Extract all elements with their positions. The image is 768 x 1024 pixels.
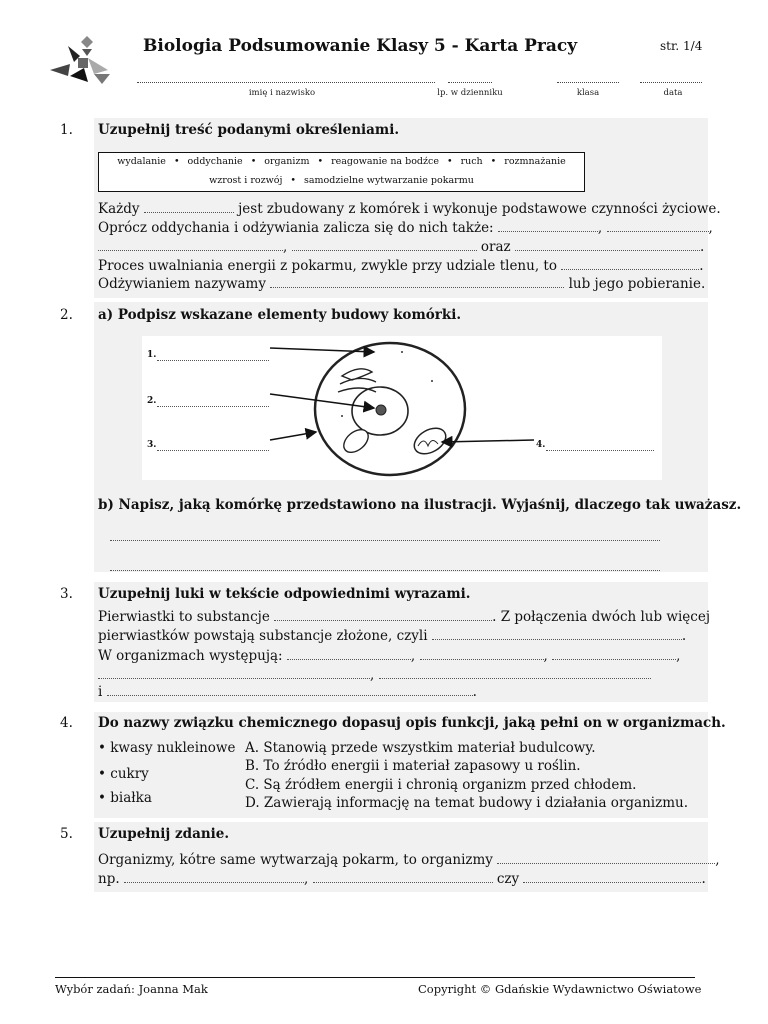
text: . Z połączenia dwóch lub więcej [492, 609, 711, 625]
q1-line-1 [98, 200, 721, 219]
class-field[interactable] [557, 72, 619, 83]
q2-heading-b: b) Napisz, jaką komórkę przedstawiono na ilustracji. Wyjaśnij, dlaczego tak uważasz. [98, 497, 742, 513]
q5-number: 5. [60, 826, 73, 842]
text: Proces uwalniania energii z pokarmu, zwykle przy udziale tlenu, to [98, 258, 557, 274]
word: rozmnażanie [504, 156, 566, 167]
word-bank-row-2 [99, 175, 584, 186]
answer-blank[interactable] [420, 647, 544, 660]
footer-divider [55, 977, 695, 978]
text: np. [98, 871, 120, 887]
text: . [681, 628, 687, 644]
compound-1: • kwasy nukleinowe [98, 740, 236, 756]
answer-blank[interactable] [107, 683, 473, 696]
footer-copyright: Copyright © Gdańskie Wydawnictwo Oświatowe [418, 982, 702, 996]
q1-line-5 [98, 275, 705, 294]
q1-line-4 [98, 257, 704, 276]
word: reagowanie na bodźce [331, 156, 439, 167]
cell-diagram [142, 336, 662, 480]
q3-number: 3. [60, 586, 73, 602]
word: samodzielne wytwarzanie pokarmu [304, 175, 474, 186]
q3-heading: Uzupełnij luki w tekście odpowiednimi wyrazami. [98, 586, 471, 602]
bullet: • [446, 156, 453, 167]
answer-blank[interactable] [552, 647, 676, 660]
text: Każdy [98, 201, 140, 217]
q2b-answer-line-1[interactable] [110, 528, 660, 541]
bullet: • [250, 156, 257, 167]
cell-label-2: 2. [147, 396, 157, 406]
q4-heading: Do nazwy związku chemicznego dopasuj opis funkcji, jaką pełni on w organizmach. [98, 715, 726, 731]
answer-blank[interactable] [432, 627, 682, 640]
answer-blank[interactable] [561, 257, 699, 270]
text: , [708, 220, 713, 236]
word-bank [98, 152, 585, 192]
cell-label-3: 3. [147, 440, 157, 450]
text: . [472, 684, 477, 700]
page-number: str. 1/4 [660, 39, 703, 53]
text: , [676, 648, 681, 664]
answer-blank[interactable] [497, 851, 715, 864]
answer-blank[interactable] [607, 219, 709, 232]
q1-line-2 [98, 219, 713, 238]
option-d: D. Zawierają informację na temat budowy i działania organizmu. [245, 795, 688, 811]
text: Oprócz oddychania i odżywiania zalicza się do nich także: [98, 220, 494, 236]
name-field-label: imię i nazwisko [248, 88, 316, 98]
text: Organizmy, kótre same wytwarzają pokarm, to organizmy [98, 852, 493, 868]
option-c: C. Są źródłem energii i chronią organizm przed chłodem. [245, 777, 637, 793]
q2b-answer-line-2[interactable] [110, 558, 660, 571]
option-b: B. To źródło energii i materiał zapasowy u roślin. [245, 758, 581, 774]
q3-line-5 [98, 683, 477, 702]
answer-blank[interactable] [274, 608, 492, 621]
text: lub jego pobieranie. [568, 276, 706, 292]
compound-2: • cukry [98, 766, 149, 782]
word: ruch [460, 156, 483, 167]
word: wzrost i rozwój [209, 175, 283, 186]
page-title: Biologia Podsumowanie Klasy 5 - Karta Pracy [143, 36, 578, 56]
q2-heading-a: a) Podpisz wskazane elementy budowy komórki. [98, 307, 462, 323]
text: , [410, 648, 416, 664]
bullet: • [290, 175, 296, 186]
cell-label-1: 1. [147, 350, 157, 360]
option-a: A. Stanowią przede wszystkim materiał budulcowy. [245, 740, 596, 756]
text: jest zbudowany z komórek i wykonuje podstawowe czynności życiowe. [238, 201, 721, 217]
text: . [701, 871, 706, 887]
text: . [699, 239, 705, 255]
bullet: • [317, 156, 324, 167]
text: . [699, 258, 704, 274]
q3-line-3 [98, 647, 680, 666]
text: , [370, 667, 375, 683]
q3-line-2 [98, 627, 686, 646]
answer-blank[interactable] [98, 238, 283, 251]
answer-blank[interactable] [498, 219, 598, 232]
date-field-label: data [663, 88, 683, 98]
q1-heading: Uzupełnij treść podanymi określeniami. [98, 122, 400, 138]
cell-label-4: 4. [536, 440, 546, 450]
footer-author: Wybór zadań: Joanna Mak [55, 982, 208, 996]
answer-blank[interactable] [98, 666, 370, 679]
answer-blank[interactable] [515, 238, 700, 251]
answer-blank[interactable] [287, 647, 411, 660]
name-field[interactable] [137, 72, 435, 83]
q3-line-1 [98, 608, 710, 627]
text: Pierwiastki to substancje [98, 609, 270, 625]
word: oddychanie [187, 156, 243, 167]
answer-blank[interactable] [270, 275, 564, 288]
word-bank-row-1 [99, 156, 584, 167]
text: Odżywianiem nazywamy [98, 276, 266, 292]
word: wydalanie [117, 156, 166, 167]
date-field[interactable] [640, 72, 702, 83]
compound-3: • białka [98, 790, 152, 806]
text: czy [496, 871, 520, 887]
text: pierwiastków powstają substancje złożone, czyli [98, 628, 428, 644]
q5-line-2 [98, 870, 706, 889]
answer-blank[interactable] [523, 870, 701, 883]
q4-number: 4. [60, 715, 73, 731]
q5-line-1 [98, 851, 720, 870]
text: , [303, 871, 309, 887]
text: W organizmach występują: [98, 648, 283, 664]
bullet: • [490, 156, 497, 167]
register-number-label: lp. w dzienniku [437, 88, 503, 98]
text: , [283, 239, 288, 255]
q1-number: 1. [60, 122, 73, 138]
text: , [543, 648, 548, 664]
q5-heading: Uzupełnij zdanie. [98, 826, 230, 842]
text: i [98, 684, 103, 700]
q1-line-3 [98, 238, 704, 257]
q2-number: 2. [60, 307, 73, 323]
text: oraz [480, 239, 511, 255]
answer-blank[interactable] [292, 238, 477, 251]
text: , [715, 852, 720, 868]
answer-blank[interactable] [313, 870, 493, 883]
bullet: • [173, 156, 180, 167]
answer-blank[interactable] [379, 666, 651, 679]
answer-blank[interactable] [124, 870, 304, 883]
word: organizm [264, 156, 310, 167]
answer-blank[interactable] [144, 200, 234, 213]
text: , [597, 220, 603, 236]
class-field-label: klasa [576, 88, 600, 98]
register-number-field[interactable] [448, 72, 492, 83]
publisher-logo [48, 34, 114, 86]
